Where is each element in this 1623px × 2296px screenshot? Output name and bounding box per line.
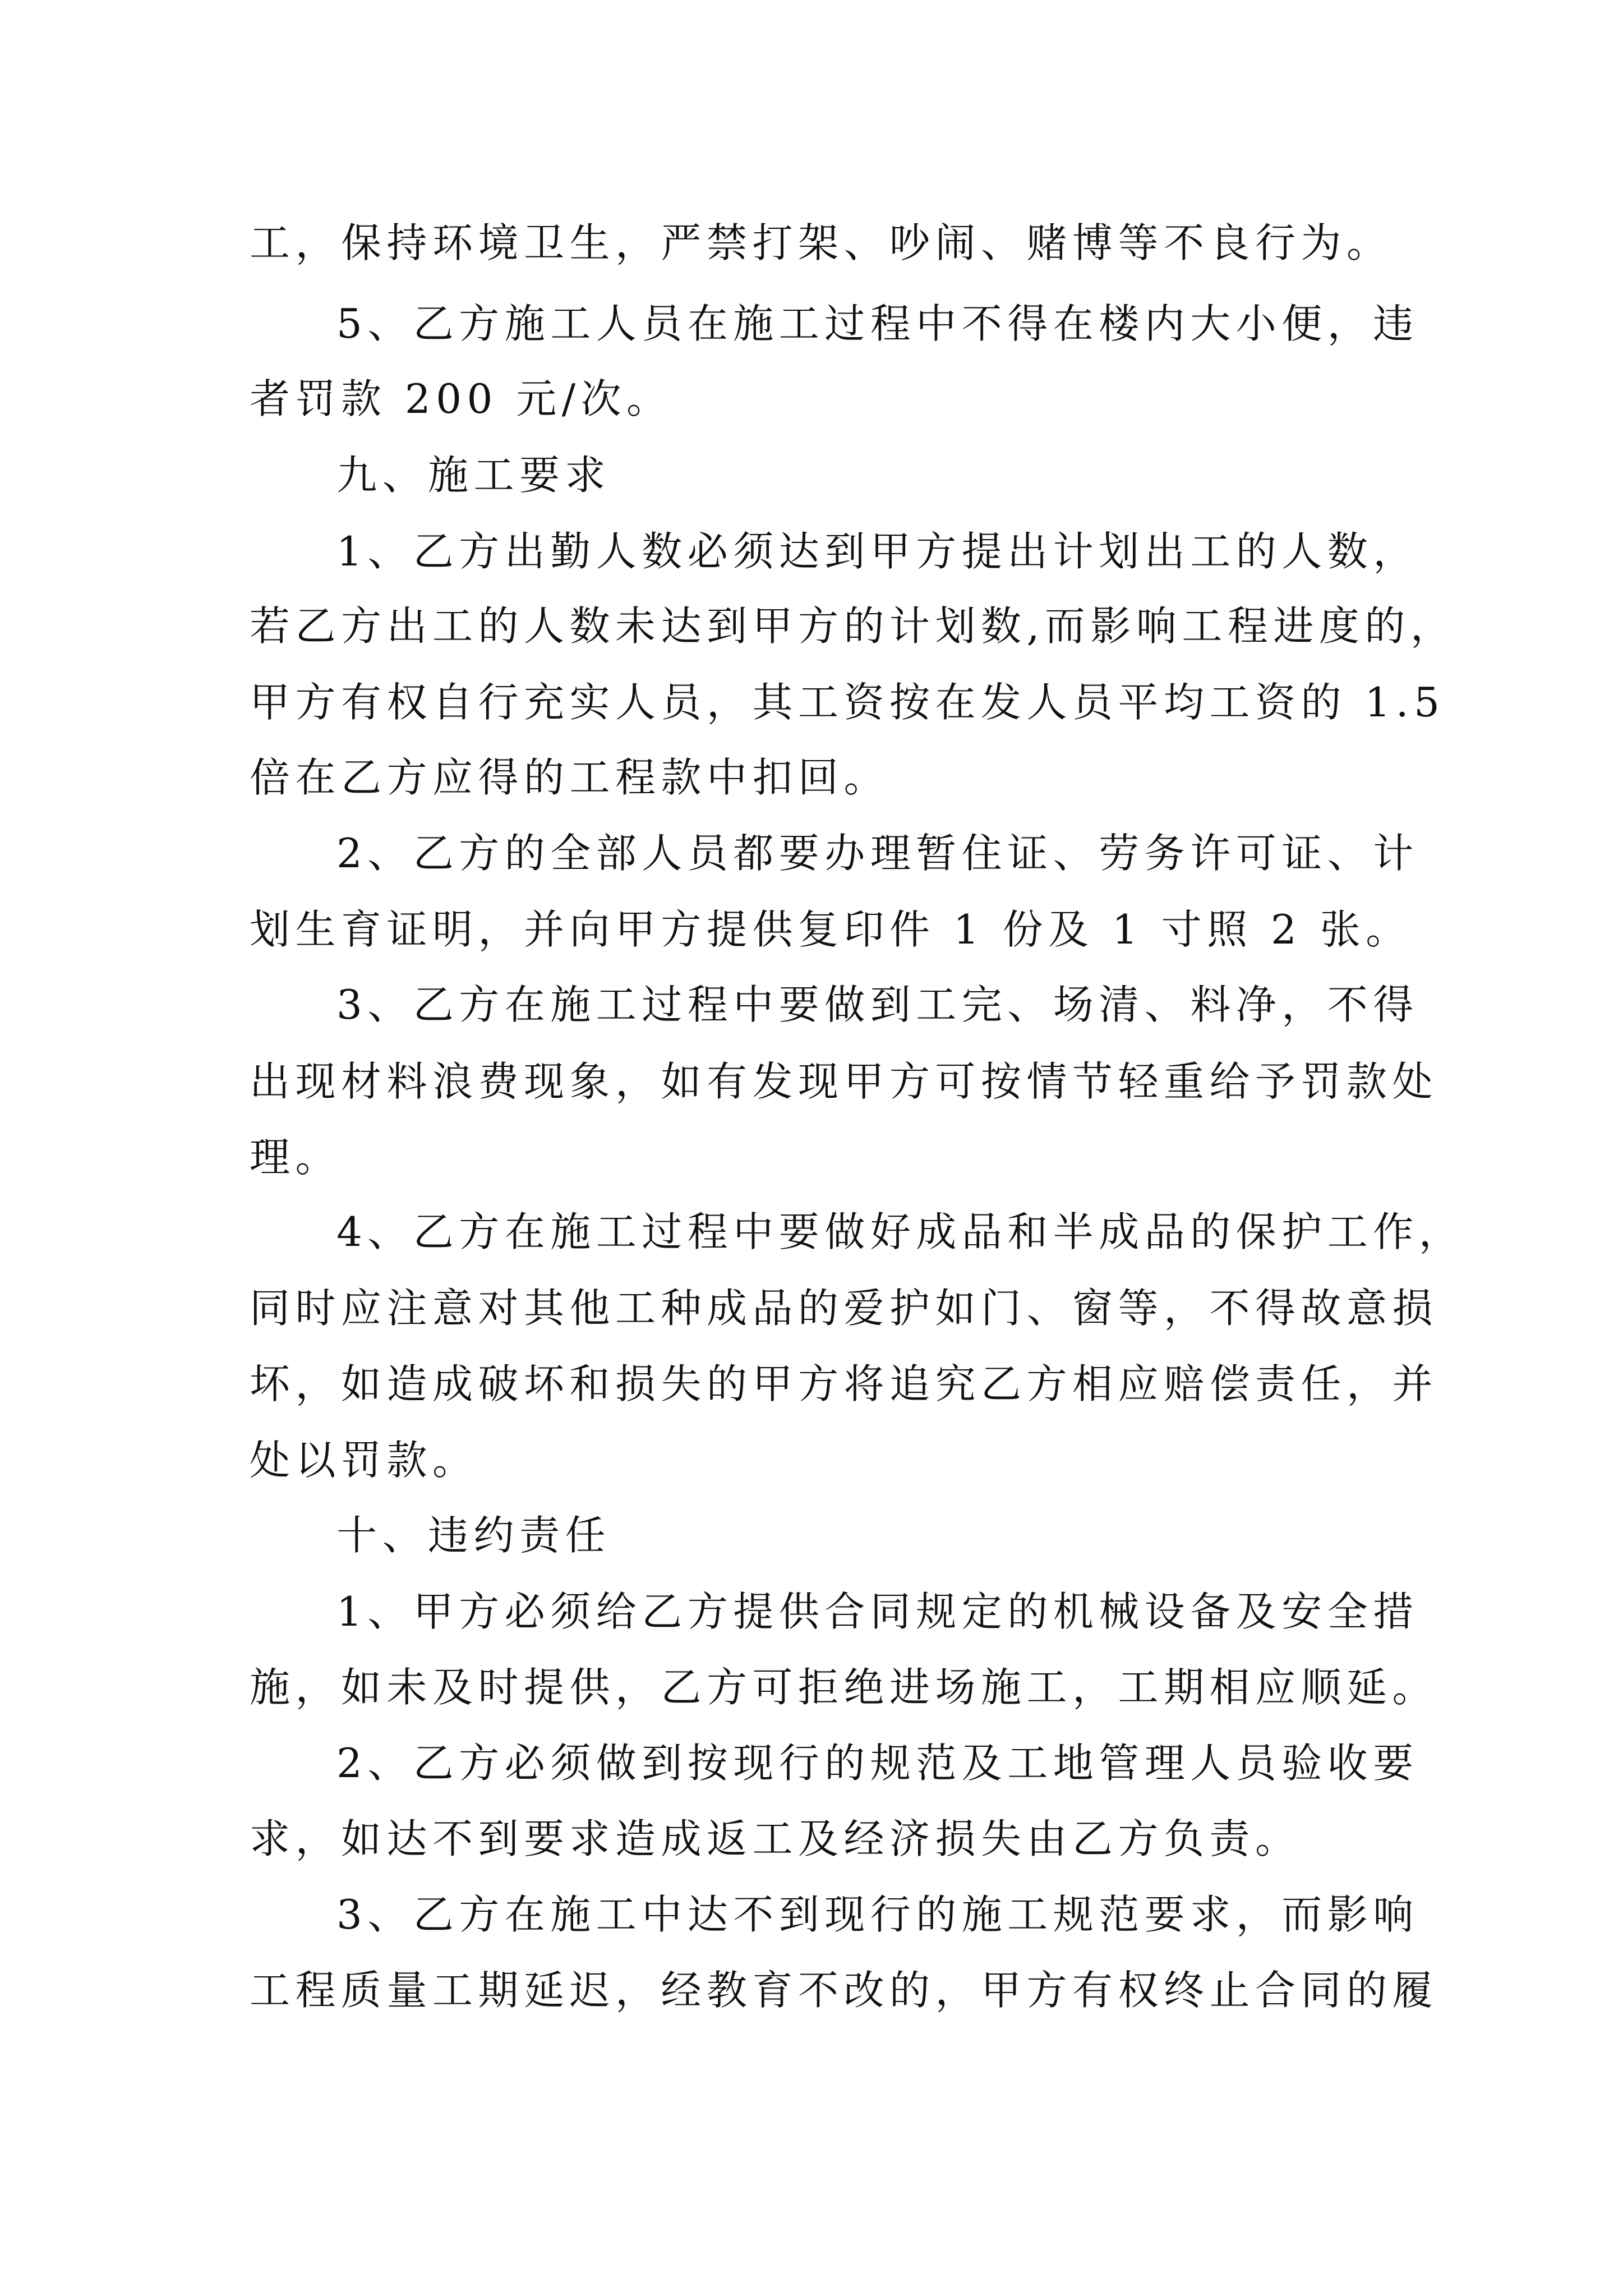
text-line-23: 3、乙方在施工中达不到现行的施工规范要求，而影响 [336, 1891, 1419, 1938]
text-line-10: 划生育证明，并向甲方提供复印件 1 份及 1 寸照 2 张。 [250, 906, 1412, 953]
text-line-8: 倍在乙方应得的工程款中扣回。 [250, 754, 890, 801]
text-line-7: 甲方有权自行充实人员，其工资按在发人员平均工资的 1.5 [250, 679, 1445, 726]
text-line-2: 5、乙方施工人员在施工过程中不得在楼内大小便，违 [336, 300, 1419, 347]
text-line-11: 3、乙方在施工过程中要做到工完、场清、料净，不得 [336, 981, 1419, 1028]
text-line-19: 1、甲方必须给乙方提供合同规定的机械设备及安全措 [336, 1588, 1419, 1635]
text-line-9: 2、乙方的全部人员都要办理暂住证、劳务许可证、计 [336, 830, 1419, 877]
text-line-5: 1、乙方出勤人数必须达到甲方提出计划出工的人数， [336, 528, 1419, 575]
text-line-3: 者罚款 200 元/次。 [250, 375, 672, 422]
text-line-17: 处以罚款。 [250, 1437, 478, 1484]
section-heading-9: 九、施工要求 [336, 452, 611, 499]
text-line-22: 求，如达不到要求造成返工及经济损失由乙方负责。 [250, 1815, 1301, 1862]
text-line-13: 理。 [250, 1134, 342, 1181]
text-line-16: 坏，如造成破坏和损失的甲方将追究乙方相应赔偿责任，并 [250, 1360, 1438, 1407]
text-line-14: 4、乙方在施工过程中要做好成品和半成品的保护工作， [336, 1208, 1465, 1255]
text-line-12: 出现材料浪费现象，如有发现甲方可按情节轻重给予罚款处 [250, 1058, 1438, 1105]
text-line-15: 同时应注意对其他工种成品的爱护如门、窗等，不得故意损 [250, 1285, 1438, 1332]
text-line-20: 施，如未及时提供，乙方可拒绝进场施工，工期相应顺延。 [250, 1664, 1438, 1711]
text-line-21: 2、乙方必须做到按现行的规范及工地管理人员验收要 [336, 1740, 1419, 1787]
text-line-6: 若乙方出工的人数未达到甲方的计划数,而影响工程进度的， [250, 602, 1456, 650]
section-heading-10: 十、违约责任 [336, 1512, 611, 1559]
text-line-24: 工程质量工期延迟，经教育不改的，甲方有权终止合同的履 [250, 1967, 1438, 2014]
text-line-1: 工，保持环境卫生，严禁打架、吵闹、赌博等不良行为。 [250, 219, 1393, 266]
